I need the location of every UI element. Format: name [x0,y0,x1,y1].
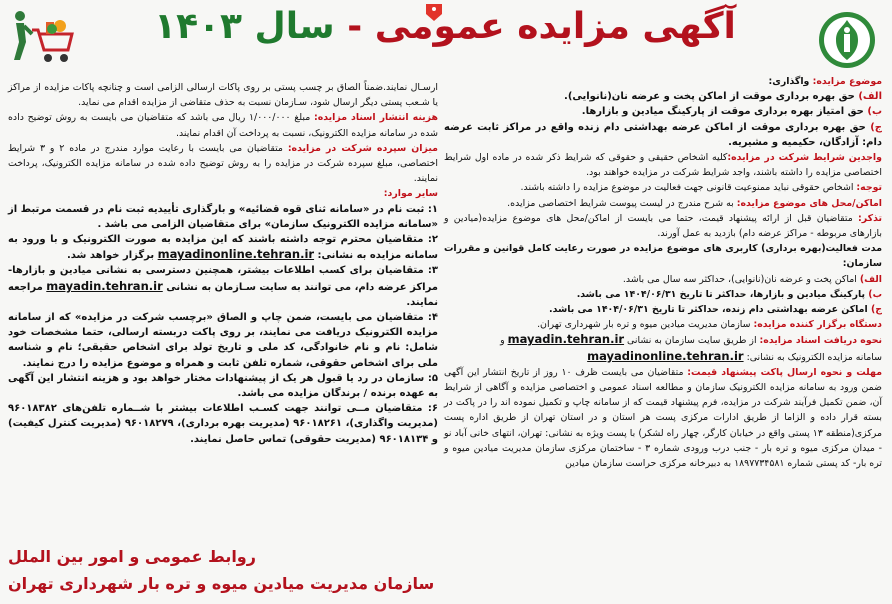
reminder-heading: تذکر: [858,212,882,224]
eligibility-heading: واجدین شرایط شرکت در مزایده: [727,152,882,164]
other-item-6: ۶: متقاضیان مــی توانند جهت کسـب اطلاعات بیشتر با شــماره تلفن‌های ۹۶۰۱۸۳۸۲ (مدیریت واگذاری)، ۹۶۰۱۸۲۶۱ (مدیریت بهره برداری)، ۹۶۰۱۸۲۷۹ (مدیریت کنترل کیفیت) و ۹۶۰۱۸۱۳۴ (مدیریت حقوقی) تماس حاصل نمایند. [8,403,438,445]
duration-heading: مدت فعالیت(بهره برداری) کاربری های موضوع مزایده در صورت رعایت کامل قوانین و مقررات سازمان: [444,243,882,270]
left-intro-text: ارسـال نمایند.ضمناً الصاق بر چسب پستی بر روی پاکات ارسالی الزامی است و چنانچه پاکات مزایده از مراکز یا شـعب پستی دیگر ارسال شود، سـازمان نسبت به حذف متقاضی از مزایده اقدام می نماید. [8,82,438,109]
footer-line-2: سازمان مدیریت میادین میوه و تره بار شهرداری تهران [8,574,435,593]
organizer-text: سازمان مدیریت میادین میوه و تره بار شهرداری تهران. [537,319,754,331]
item-a-label: الف) [858,91,882,103]
site-url-link[interactable]: mayadin.tehran.ir [507,332,625,347]
shopping-cart-icon [8,8,74,68]
locations-heading: اماکن/محل های موضوع مزایده: [736,197,882,209]
auction-system-text: سامانه مزایده الکترونیک به نشانی: [746,351,882,363]
item-a-text: حق بهره برداری موقت از اماکن پخت و عرضه نان(نانوایی). [564,91,859,103]
eligibility-text: کلیه اشخاص حقیقی و حقوقی که شرایط ذکر شده در ماده اول شرایط اختصاصی مزایده را داشته باشند، واجد شرایط شرکت در مزایده خواهند بود. [444,152,882,179]
title-sep: - [334,6,375,47]
item-b-label: ب) [867,106,882,118]
other-item-2-tail: برگزار خواهد شد. [66,250,155,262]
duration-a-label: الف) [859,273,882,285]
footer-line-1: روابط عمومی و امور بین الملل [8,547,256,566]
subject-text: واگذاری: [768,76,813,87]
title-main: آگهی مزایده عمومی [374,6,736,47]
duration-b-label: ب) [868,288,882,300]
reminder-text: متقاضیان قبل از ارائه پیشنهاد قیمت، حتما می بایست از اماکن/محل های موضوع مزایده(میادین و بازارهای مربوطه - مراکز عرضه دام) بازدید به عمل آورند. [444,212,882,240]
other-item-5: ۵: سازمان در رد یا قبول هر یک از پیشنهادات مختار خواهد بود و هزینه انتشار این آگهی به عهده برنده / برندگان مزایده می باشد. [8,372,438,400]
item-c-label: ج) [870,121,882,133]
fee-text: مبلغ ۱/۰۰۰/۰۰۰ ریال می باشد که متقاضیان می بایست به روش توضیح داده شده در سامانه مزایده الکترونیک، نسبت به پرداخت آن اقدام نمایند. [8,112,438,139]
locations-text: به شرح مندرج در لیست پیوست شرایط اختصاصی مزایده. [507,197,737,209]
duration-c-label: ج) [870,304,882,316]
deposit-text: متقاضیان می بایست با رعایت موارد مندرج در ماده ۲ و ۳ شرایط اختصاصی، مبلغ سپرده شرکت در مزایده را به روش توضیح داده شده در سامانه مزایده الکترونیک، پرداخت نمایند. [8,142,438,185]
organizer-heading: دستگاه برگزار کننده مزایده: [753,319,882,331]
documents-heading: نحوه دریافت اسناد مزایده: [759,335,882,347]
deposit-heading: میزان سپرده شرکت در مزایده: [287,142,438,154]
note-heading: توجه: [856,182,882,194]
other-item-3: ۳: متقاضیان برای کسب اطلاعات بیشتر، همچنین دسترسی به نشانی میادین و بازارها- مراکز عرضه دام، می توانند به سایت سـازمان به نشانی [8,265,438,293]
note-text: اشخاص حقوقی نباید ممنوعیت قانونی جهت فعالیت در موضوع مزایده را داشته باشند. [520,182,857,194]
other-heading: سایر موارد: [383,188,438,200]
other-item-2: ۲: متقاضیان محترم توجه داشته باشند که این مزایده به صورت الکترونیک و با ورود به سامانه مزایده به نشانی: [8,234,438,262]
item-b-text: حق امتیاز بهره برداری موقت از پارکینگ میادین و بازارها. [581,106,868,118]
other-item-1: ۱: ثبت نام در «سامانه ثنای قوه قضائیه» و بارگذاری تأییدیه ثبت نام در قسمت مرتبط از «سامانه مزایده الکترونیک سازمان» برای متقاضیان الزامی می باشد . [8,203,438,230]
right-column: موضوع مزایده: واگذاری: الف) حق بهره برداری موقت از اماکن پخت و عرضه نان(نانوایی). ب) حق امتیاز بهره برداری موقت از پارکینگ میادین و بازارها. ج) حق بهره برداری موقت از اماکن عرضه بهداشتی دام زنده واقع در مراکز ثابت عرضه دام: آزادگان، حکیمیه و مشیریه. واجدین شرایط شرکت در مزایده:کلیه اشخاص حقیقی و حقوقی که شرایط ذکر شده در ماده اول شرایط اختصاصی مزایده را داشته باشند، واجد شرایط شرکت در مزایده خواهند بود. توجه: اشخاص حقوقی نباید ممنوعیت قانونی جهت فعالیت در موضوع مزایده را داشته باشند. اماکن/محل های موضوع مزایده: به شرح مندرج در لیست پیوست شرایط اختصاصی مزایده. تذکر: متقاضیان قبل از ارائه پیشنهاد قیمت، حتما می بایست از اماکن/محل های موضوع مزایده(میادین و بازارهای مربوطه - مراکز عرضه دام) بازدید به عمل آورند. مدت فعالیت(بهره برداری) کاربری های موضوع مزایده در صورت رعایت کامل قوانین و مقررات سازمان: الف) اماکن پخت و عرضه نان(نانوایی)، حداکثر سه سال می باشد. ب) پارکینگ میادین و بازارها، حداکثر تا تاریخ ۱۴۰۴/۰۶/۳۱ می باشد. ج) اماکن عرضه بهداشتی دام زنده، حداکثر تا تاریخ ۱۴۰۴/۰۶/۳۱ می باشد. دستگاه برگزار کننده مزایده: سازمان مدیریت میادین میوه و تره بار شهرداری تهران. نحوه دریافت اسناد مزایده: از طریق سایت سازمان به نشانی mayadin.tehran.ir و سامانه مزایده الکترونیک به نشانی: mayadinonline.tehran.ir مهلت و نحوه ارسال پاکت پیشنهاد قیمت: متقاضیان می بایست ظرف ۱۰ روز از تاریخ انتشار این آگهی ضمن ورود به سامانه مزایده الکترونیک سازمان و مطالعه اسناد عمومی و اختصاصی مزایده و آگاهی از شرایط آن، ضمن تکمیل فرآیند شرکت در مزایده، فرم پیشنهاد قیمت که از سامانه چاپ و تکمیل نموده اند را در پاکت در بسته قرار داده و الزاما از طریق ادارات مرکزی پست هر استان و در استان تهران از طریق اداره پست مرکزی(منطقه ۱۳ پستی واقع در خیابان کارگر، چهار راه لشکر) با پست ویژه به نشانی: تهران، انتهای خانی آباد نو - میدان مرکزی میوه و تره بار - جنب درب ورودی شماره ۳ - ساختمان مرکزی سازمان مدیریت میادین میوه و تره بار- کد پستی شماره ۱۸۹۷۷۳۴۵۸۱ به دبیرخانه مرکزی حراست سازمان میادین [444,76,883,470]
duration-b-text: پارکینگ میادین و بازارها، حداکثر تا تاریخ ۱۴۰۴/۰۶/۳۱ می باشد. [576,288,869,300]
other-item-4: ۴: متقاضیان می بایست، ضمن چاپ و الصاق «برچسب شرکت در مزایده» که از سامانه مزایده الکترونیک دریافت می نمایند، بر روی پاکت دربسته ارسالی، حتما مشخصات خود شامل: نام و نام خانوادگی، کد ملی و تاریخ تولد برای اشخاص حقیقی؛ نام و شناسه ملی برای اشخاص حقوقی، شماره تلفن ثابت و همراه و موضوع مزایده را درج نمایند. [8,312,438,369]
deadline-heading: مهلت و نحوه ارسال پاکت پیشنهاد قیمت: [687,366,883,378]
fee-heading: هزینه انتشار اسناد مزایده: [313,112,438,124]
duration-a-text: اماکن پخت و عرضه نان(نانوایی)، حداکثر سه سال می باشد. [622,273,860,285]
auction-url-link[interactable]: mayadinonline.tehran.ir [587,348,744,363]
subject-heading: موضوع مزایده: [812,76,882,87]
header [0,0,892,70]
item-c-text: حق بهره برداری موقت از اماکن عرضه بهداشتی دام زنده واقع در مراکز ثابت عرضه دام: آزادگان، حکیمیه و مشیریه. [444,121,882,148]
duration-c-text: اماکن عرضه بهداشتی دام زنده، حداکثر تا تاریخ ۱۴۰۴/۰۶/۳۱ می باشد. [549,304,871,316]
site-url-link-2[interactable]: mayadin.tehran.ir [46,278,163,293]
documents-text: از طریق سایت سازمان به نشانی [627,335,760,347]
title-year: سال ۱۴۰۳ [154,6,335,47]
deadline-text: متقاضیان می بایست ظرف ۱۰ روز از تاریخ انتشار این آگهی ضمن ورود به سامانه مزایده الکترونیک سازمان و مطالعه اسناد عمومی و اختصاصی مزایده و آگاهی از شرایط آن، ضمن تکمیل فرآیند شرکت در مزایده، فرم پیشنهاد قیمت که از سامانه چاپ و تکمیل نموده اند را در پاکت در بسته قرار داده و الزاما از طریق ادارات مرکزی پست هر استان و در استان تهران از طریق اداره پست مرکزی(منطقه ۱۳ پستی واقع در خیابان کارگر، چهار راه لشکر) با پست ویژه به نشانی: تهران، انتهای خانی آباد نو - میدان مرکزی میوه و تره بار - جنب درب ورودی شماره ۳ - ساختمان مرکزی سازمان مدیریت میادین میوه و تره بار- کد پستی شماره ۱۸۹۷۷۳۴۵۸۱ به دبیرخانه مرکزی حراست سازمان میادین [444,366,882,470]
auction-url-link-2[interactable]: mayadinonline.tehran.ir [157,247,315,262]
page-title [150,6,740,47]
footer-signature [8,543,438,597]
tehran-municipality-logo [814,6,880,76]
other-item-3-tail: مراجعه نمایند. [8,281,438,308]
left-column [8,80,438,447]
